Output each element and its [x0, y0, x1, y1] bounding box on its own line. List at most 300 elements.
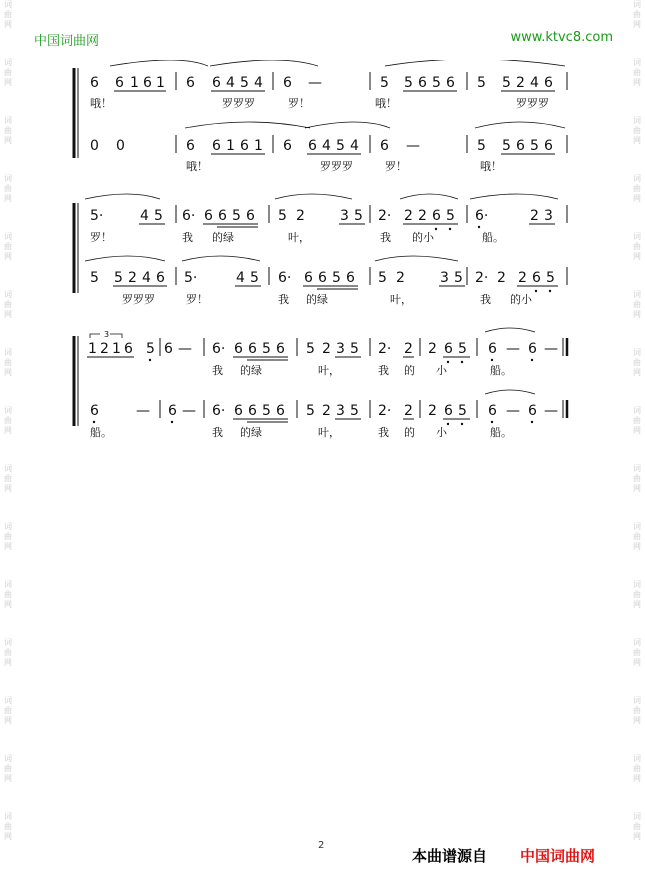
- svg-text:5: 5: [380, 75, 389, 91]
- svg-text:5: 5: [306, 403, 315, 419]
- watermark-gap: [2, 378, 14, 406]
- watermark-glyph: 曲: [633, 706, 641, 715]
- svg-text:4: 4: [322, 138, 331, 154]
- svg-text:2: 2: [428, 341, 437, 357]
- svg-text:叶，: 叶，: [288, 231, 310, 244]
- watermark-glyph: 网: [4, 20, 12, 29]
- watermark-gap: [631, 436, 643, 464]
- watermark-glyph: 词: [633, 754, 641, 763]
- watermark-glyph: 曲: [633, 358, 641, 367]
- watermark-glyph: 网: [4, 600, 12, 609]
- svg-text:5: 5: [154, 208, 163, 224]
- watermark-glyph: 曲: [4, 242, 12, 251]
- svg-text:5: 5: [502, 138, 511, 154]
- watermark-glyph: 网: [633, 78, 641, 87]
- svg-text:5: 5: [432, 75, 441, 91]
- watermark-glyph: 网: [633, 20, 641, 29]
- svg-text:6·: 6·: [278, 270, 292, 286]
- watermark-gap: [2, 204, 14, 232]
- svg-text:3: 3: [440, 270, 449, 286]
- svg-text:5: 5: [232, 208, 241, 224]
- svg-text:6: 6: [212, 138, 221, 154]
- svg-text:我: 我: [182, 231, 193, 244]
- svg-text:6: 6: [418, 75, 427, 91]
- svg-text:6: 6: [234, 403, 243, 419]
- svg-text:3: 3: [544, 208, 553, 224]
- watermark-glyph: 网: [633, 426, 641, 435]
- watermark-glyph: 曲: [633, 590, 641, 599]
- watermark-glyph: 网: [633, 832, 641, 841]
- watermark-glyph: 网: [633, 310, 641, 319]
- svg-text:的绿: 的绿: [212, 231, 234, 244]
- svg-text:哦！: 哦！: [375, 97, 397, 110]
- svg-text:我: 我: [212, 364, 223, 377]
- svg-text:5: 5: [278, 208, 287, 224]
- svg-text:5: 5: [262, 341, 271, 357]
- svg-text:我: 我: [278, 293, 289, 306]
- svg-text:5: 5: [90, 270, 99, 286]
- svg-text:6: 6: [246, 208, 255, 224]
- watermark-glyph: 网: [4, 136, 12, 145]
- svg-text:6: 6: [283, 138, 292, 154]
- svg-text:叶，: 叶，: [390, 293, 412, 306]
- svg-text:4: 4: [236, 270, 245, 286]
- watermark-gap: [631, 610, 643, 638]
- svg-text:5: 5: [477, 75, 486, 91]
- svg-text:6: 6: [544, 75, 553, 91]
- svg-text:的绿: 的绿: [306, 293, 328, 306]
- svg-text:5: 5: [250, 270, 259, 286]
- watermark-glyph: 曲: [633, 184, 641, 193]
- watermark-glyph: 曲: [4, 764, 12, 773]
- watermark-glyph: 网: [4, 542, 12, 551]
- svg-text:6: 6: [528, 341, 537, 357]
- watermark-right: [631, 0, 643, 891]
- watermark-gap: [631, 88, 643, 116]
- site-name: 中国词曲网: [34, 34, 100, 49]
- svg-text:小: 小: [436, 426, 447, 439]
- watermark-glyph: 词: [633, 0, 641, 9]
- svg-text:4: 4: [350, 138, 359, 154]
- svg-text:6: 6: [276, 341, 285, 357]
- svg-text:5: 5: [114, 270, 123, 286]
- watermark-glyph: 曲: [4, 184, 12, 193]
- watermark-glyph: 曲: [4, 532, 12, 541]
- svg-text:0: 0: [90, 138, 99, 154]
- svg-text:6·: 6·: [475, 208, 489, 224]
- watermark-glyph: 曲: [633, 126, 641, 135]
- svg-text:5: 5: [404, 75, 413, 91]
- watermark-glyph: 曲: [4, 822, 12, 831]
- svg-text:1: 1: [226, 138, 235, 154]
- watermark-glyph: 曲: [633, 822, 641, 831]
- watermark-gap: [631, 262, 643, 290]
- svg-text:6: 6: [304, 270, 313, 286]
- svg-text:船。: 船。: [490, 364, 512, 377]
- watermark-gap: [2, 436, 14, 464]
- watermark-glyph: 网: [4, 310, 12, 319]
- watermark-gap: [2, 494, 14, 522]
- svg-text:罗罗罗: 罗罗罗: [222, 97, 255, 110]
- watermark-glyph: 网: [4, 252, 12, 261]
- svg-text:6: 6: [124, 341, 133, 357]
- watermark-glyph: 网: [633, 368, 641, 377]
- svg-text:5: 5: [458, 341, 467, 357]
- watermark-glyph: 曲: [4, 126, 12, 135]
- svg-text:罗！: 罗！: [385, 160, 407, 173]
- svg-text:6: 6: [318, 270, 327, 286]
- music-score: [70, 60, 576, 450]
- svg-text:的: 的: [404, 364, 415, 377]
- svg-text:5: 5: [378, 270, 387, 286]
- svg-text:1: 1: [156, 75, 165, 91]
- watermark-glyph: 曲: [4, 474, 12, 483]
- svg-text:2: 2: [404, 208, 413, 224]
- watermark-glyph: 网: [633, 194, 641, 203]
- watermark-glyph: 词: [4, 522, 12, 531]
- watermark-gap: [631, 378, 643, 406]
- watermark-glyph: 词: [633, 522, 641, 531]
- svg-text:6·: 6·: [182, 208, 196, 224]
- svg-text:6: 6: [446, 75, 455, 91]
- watermark-glyph: 词: [633, 812, 641, 821]
- svg-text:5: 5: [332, 270, 341, 286]
- svg-text:罗罗罗: 罗罗罗: [320, 160, 353, 173]
- page-number: 2: [318, 840, 325, 851]
- svg-text:哦！: 哦！: [186, 160, 208, 173]
- watermark-gap: [631, 146, 643, 174]
- svg-text:4: 4: [142, 270, 151, 286]
- svg-text:3: 3: [340, 208, 349, 224]
- svg-text:哦！: 哦！: [480, 160, 502, 173]
- svg-text:6: 6: [90, 403, 99, 419]
- watermark-glyph: 曲: [4, 300, 12, 309]
- svg-text:6: 6: [516, 138, 525, 154]
- svg-text:2·: 2·: [378, 341, 392, 357]
- svg-text:罗！: 罗！: [186, 293, 208, 306]
- triplet-mark: 3: [104, 330, 110, 339]
- watermark-glyph: 词: [4, 116, 12, 125]
- svg-text:6: 6: [346, 270, 355, 286]
- watermark-gap: [631, 494, 643, 522]
- watermark-gap: [2, 146, 14, 174]
- svg-text:2: 2: [296, 208, 305, 224]
- source-site[interactable]: 中国词曲网: [520, 847, 596, 865]
- svg-text:6: 6: [308, 138, 317, 154]
- svg-text:—: —: [544, 341, 558, 357]
- watermark-glyph: 词: [633, 174, 641, 183]
- svg-text:5: 5: [350, 403, 359, 419]
- watermark-gap: [631, 784, 643, 812]
- watermark-glyph: 曲: [633, 242, 641, 251]
- watermark-glyph: 网: [633, 136, 641, 145]
- watermark-glyph: 网: [4, 484, 12, 493]
- svg-text:3: 3: [336, 341, 345, 357]
- svg-text:6: 6: [248, 403, 257, 419]
- svg-text:5: 5: [458, 403, 467, 419]
- svg-text:—: —: [178, 341, 192, 357]
- watermark-glyph: 网: [4, 426, 12, 435]
- svg-text:6: 6: [380, 138, 389, 154]
- svg-text:6: 6: [248, 341, 257, 357]
- watermark-glyph: 词: [4, 812, 12, 821]
- svg-text:6: 6: [432, 208, 441, 224]
- watermark-glyph: 网: [633, 542, 641, 551]
- watermark-left: [2, 0, 14, 891]
- svg-text:5: 5: [350, 341, 359, 357]
- staff-line-1: [70, 60, 567, 91]
- watermark-gap: [2, 552, 14, 580]
- watermark-glyph: 曲: [633, 68, 641, 77]
- svg-text:6: 6: [240, 138, 249, 154]
- watermark-glyph: 词: [4, 348, 12, 357]
- watermark-glyph: 词: [633, 696, 641, 705]
- watermark-glyph: 曲: [4, 590, 12, 599]
- svg-text:2: 2: [100, 341, 109, 357]
- watermark-glyph: 网: [4, 658, 12, 667]
- svg-text:6: 6: [168, 403, 177, 419]
- svg-text:船。: 船。: [490, 426, 512, 439]
- watermark-glyph: 网: [4, 194, 12, 203]
- watermark-glyph: 曲: [4, 648, 12, 657]
- svg-text:小: 小: [436, 364, 447, 377]
- svg-text:4: 4: [140, 208, 149, 224]
- svg-text:5·: 5·: [90, 208, 104, 224]
- svg-text:5: 5: [446, 208, 455, 224]
- svg-text:1: 1: [112, 341, 121, 357]
- watermark-glyph: 曲: [633, 648, 641, 657]
- svg-text:—: —: [544, 403, 558, 419]
- svg-text:—: —: [406, 138, 420, 154]
- watermark-glyph: 曲: [633, 764, 641, 773]
- svg-text:2: 2: [518, 270, 527, 286]
- watermark-gap: [2, 784, 14, 812]
- svg-text:2: 2: [404, 403, 413, 419]
- svg-text:1: 1: [254, 138, 263, 154]
- svg-text:2: 2: [530, 208, 539, 224]
- watermark-glyph: 网: [4, 78, 12, 87]
- svg-text:6: 6: [444, 341, 453, 357]
- svg-text:2: 2: [418, 208, 427, 224]
- svg-text:5: 5: [354, 208, 363, 224]
- watermark-glyph: 网: [633, 600, 641, 609]
- svg-text:5·: 5·: [184, 270, 198, 286]
- svg-text:5: 5: [454, 270, 463, 286]
- svg-text:5: 5: [306, 341, 315, 357]
- svg-text:我: 我: [378, 364, 389, 377]
- watermark-glyph: 网: [633, 774, 641, 783]
- svg-text:的: 的: [404, 426, 415, 439]
- svg-text:2: 2: [428, 403, 437, 419]
- svg-text:6: 6: [276, 403, 285, 419]
- svg-text:我: 我: [378, 426, 389, 439]
- watermark-glyph: 词: [633, 116, 641, 125]
- watermark-glyph: 词: [4, 174, 12, 183]
- svg-text:的小: 的小: [412, 231, 434, 244]
- watermark-glyph: 网: [633, 658, 641, 667]
- svg-text:6: 6: [532, 270, 541, 286]
- svg-text:2: 2: [497, 270, 506, 286]
- svg-text:6·: 6·: [212, 341, 226, 357]
- svg-text:的绿: 的绿: [240, 364, 262, 377]
- svg-text:罗！: 罗！: [90, 231, 112, 244]
- watermark-gap: [631, 552, 643, 580]
- watermark-gap: [631, 668, 643, 696]
- svg-text:1: 1: [88, 341, 97, 357]
- watermark-glyph: 词: [633, 58, 641, 67]
- watermark-glyph: 词: [633, 464, 641, 473]
- watermark-glyph: 曲: [633, 300, 641, 309]
- svg-text:的绿: 的绿: [240, 426, 262, 439]
- svg-text:6: 6: [544, 138, 553, 154]
- watermark-glyph: 词: [4, 696, 12, 705]
- watermark-glyph: 词: [4, 58, 12, 67]
- svg-text:5: 5: [477, 138, 486, 154]
- svg-text:叶，: 叶，: [318, 364, 340, 377]
- svg-text:3: 3: [336, 403, 345, 419]
- watermark-glyph: 曲: [4, 68, 12, 77]
- watermark-glyph: 词: [633, 290, 641, 299]
- svg-text:6: 6: [283, 75, 292, 91]
- svg-text:6: 6: [234, 341, 243, 357]
- svg-text:叶，: 叶，: [318, 426, 340, 439]
- watermark-gap: [2, 88, 14, 116]
- watermark-glyph: 曲: [633, 10, 641, 19]
- svg-text:6: 6: [488, 341, 497, 357]
- svg-text:2: 2: [322, 341, 331, 357]
- svg-text:船。: 船。: [482, 231, 504, 244]
- svg-text:6: 6: [528, 403, 537, 419]
- watermark-glyph: 词: [633, 406, 641, 415]
- watermark-gap: [2, 610, 14, 638]
- svg-text:5: 5: [546, 270, 555, 286]
- watermark-gap: [631, 204, 643, 232]
- svg-text:罗罗罗: 罗罗罗: [516, 97, 549, 110]
- staff-line-2: [90, 122, 567, 154]
- watermark-glyph: 曲: [4, 358, 12, 367]
- watermark-glyph: 网: [633, 716, 641, 725]
- watermark-gap: [2, 30, 14, 58]
- system-3: [74, 328, 567, 439]
- watermark-glyph: 词: [633, 580, 641, 589]
- watermark-glyph: 网: [4, 716, 12, 725]
- svg-text:6: 6: [218, 208, 227, 224]
- svg-text:6: 6: [488, 403, 497, 419]
- svg-text:6: 6: [186, 75, 195, 91]
- svg-text:6: 6: [186, 138, 195, 154]
- svg-text:—: —: [308, 75, 322, 91]
- watermark-glyph: 曲: [633, 416, 641, 425]
- svg-text:6: 6: [164, 341, 173, 357]
- watermark-glyph: 曲: [633, 532, 641, 541]
- watermark-glyph: 词: [4, 0, 12, 9]
- watermark-glyph: 词: [4, 406, 12, 415]
- system-2: [74, 194, 567, 306]
- watermark-gap: [2, 842, 14, 870]
- svg-text:4: 4: [530, 75, 539, 91]
- watermark-glyph: 曲: [4, 706, 12, 715]
- svg-text:4: 4: [254, 75, 263, 91]
- watermark-glyph: 词: [4, 580, 12, 589]
- watermark-glyph: 曲: [633, 474, 641, 483]
- svg-text:我: 我: [480, 293, 491, 306]
- watermark-glyph: 词: [633, 348, 641, 357]
- svg-text:—: —: [136, 403, 150, 419]
- watermark-glyph: 曲: [4, 10, 12, 19]
- svg-text:6: 6: [90, 75, 99, 91]
- watermark-glyph: 词: [4, 464, 12, 473]
- svg-text:我: 我: [212, 426, 223, 439]
- watermark-glyph: 网: [4, 774, 12, 783]
- svg-text:哦！: 哦！: [90, 97, 112, 110]
- svg-text:我: 我: [380, 231, 391, 244]
- svg-text:2: 2: [128, 270, 137, 286]
- watermark-glyph: 词: [633, 232, 641, 241]
- site-url[interactable]: www.ktvc8.com: [510, 30, 613, 45]
- svg-text:5: 5: [530, 138, 539, 154]
- watermark-glyph: 网: [633, 252, 641, 261]
- svg-text:2: 2: [322, 403, 331, 419]
- watermark-glyph: 网: [4, 368, 12, 377]
- svg-text:6·: 6·: [212, 403, 226, 419]
- svg-text:6: 6: [143, 75, 152, 91]
- svg-text:2: 2: [404, 341, 413, 357]
- svg-text:罗！: 罗！: [288, 97, 310, 110]
- svg-text:船。: 船。: [90, 426, 112, 439]
- svg-text:5: 5: [240, 75, 249, 91]
- svg-text:2·: 2·: [475, 270, 489, 286]
- svg-text:的小: 的小: [510, 293, 532, 306]
- watermark-gap: [631, 30, 643, 58]
- watermark-gap: [631, 726, 643, 754]
- svg-text:6: 6: [204, 208, 213, 224]
- svg-text:—: —: [182, 403, 196, 419]
- svg-text:5: 5: [262, 403, 271, 419]
- svg-text:2: 2: [396, 270, 405, 286]
- svg-text:—: —: [506, 341, 520, 357]
- watermark-glyph: 词: [633, 638, 641, 647]
- watermark-glyph: 曲: [4, 416, 12, 425]
- svg-text:6: 6: [115, 75, 124, 91]
- source-label: 本曲谱源自: [412, 847, 488, 865]
- watermark-gap: [631, 842, 643, 870]
- watermark-glyph: 网: [633, 484, 641, 493]
- watermark-glyph: 网: [4, 832, 12, 841]
- svg-text:5: 5: [336, 138, 345, 154]
- watermark-glyph: 词: [4, 232, 12, 241]
- svg-text:罗罗罗: 罗罗罗: [122, 293, 155, 306]
- svg-text:2: 2: [516, 75, 525, 91]
- svg-text:—: —: [506, 403, 520, 419]
- watermark-glyph: 词: [4, 754, 12, 763]
- svg-text:0: 0: [116, 138, 125, 154]
- svg-text:6: 6: [212, 75, 221, 91]
- watermark-gap: [2, 262, 14, 290]
- svg-text:1: 1: [130, 75, 139, 91]
- watermark-gap: [2, 726, 14, 754]
- watermark-glyph: 词: [4, 638, 12, 647]
- svg-text:6: 6: [444, 403, 453, 419]
- svg-text:5: 5: [502, 75, 511, 91]
- svg-text:2·: 2·: [378, 208, 392, 224]
- svg-text:5: 5: [146, 341, 155, 357]
- watermark-gap: [2, 668, 14, 696]
- watermark-gap: [631, 320, 643, 348]
- system-1: [70, 60, 567, 173]
- watermark-gap: [2, 320, 14, 348]
- svg-text:6: 6: [156, 270, 165, 286]
- svg-text:4: 4: [226, 75, 235, 91]
